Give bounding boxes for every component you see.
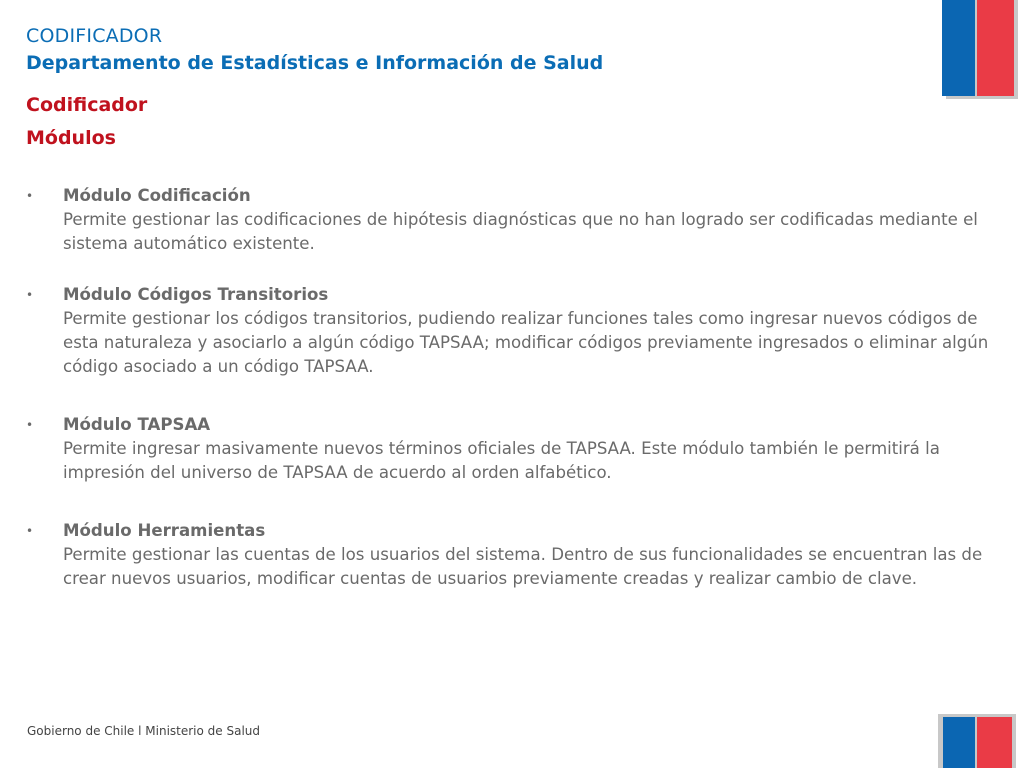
list-item-modulo-herramientas	[26, 519, 1001, 591]
section-subtitle: Módulos	[26, 127, 116, 149]
chile-flag-logo-icon	[942, 0, 1018, 99]
list-item-title: Módulo TAPSAA	[63, 415, 211, 434]
footer-text: Gobierno de Chile l Ministerio de Salud	[27, 724, 261, 738]
bullet-icon: •	[26, 288, 34, 302]
list-item-modulo-codificacion	[26, 184, 1001, 256]
list-item-description: Permite ingresar masivamente nuevos términos oficiales de TAPSAA. Este módulo también le permitirá la impresión del universo de TAPSAA de acuerdo al orden alfabético.	[63, 439, 940, 482]
header-title: CODIFICADOR	[26, 25, 163, 47]
modules-list	[26, 184, 1001, 591]
list-item-description: Permite gestionar las cuentas de los usuarios del sistema. Dentro de sus funcionalidades se encuentran las de crear nuevos usuarios, modificar cuentas de usuarios previamente creadas y realizar cambio de clave.	[63, 545, 983, 588]
list-item-description: Permite gestionar las codificaciones de hipótesis diagnósticas que no han logrado ser codificadas mediante el sistema automático existente.	[63, 210, 978, 253]
header-subtitle: Departamento de Estadísticas e Información de Salud	[26, 52, 604, 74]
list-item-description: Permite gestionar los códigos transitorios, pudiendo realizar funciones tales como ingresar nuevos códigos de esta naturaleza y asociarlo a algún código TAPSAA; modificar códigos previamente ingresados o eliminar algún código asociado a un código TAPSAA.	[63, 309, 989, 376]
list-item-title: Módulo Códigos Transitorios	[63, 285, 329, 304]
bullet-icon: •	[26, 418, 34, 432]
list-item-title: Módulo Codificación	[63, 186, 251, 205]
bullet-icon: •	[26, 189, 34, 203]
bullet-icon: •	[26, 524, 34, 538]
list-item-modulo-tapsaa	[26, 413, 1001, 485]
section-title: Codificador	[26, 94, 148, 116]
list-item-modulo-codigos-transitorios	[26, 283, 1001, 379]
list-item-title: Módulo Herramientas	[63, 521, 266, 540]
chile-flag-logo-icon	[938, 714, 1016, 768]
